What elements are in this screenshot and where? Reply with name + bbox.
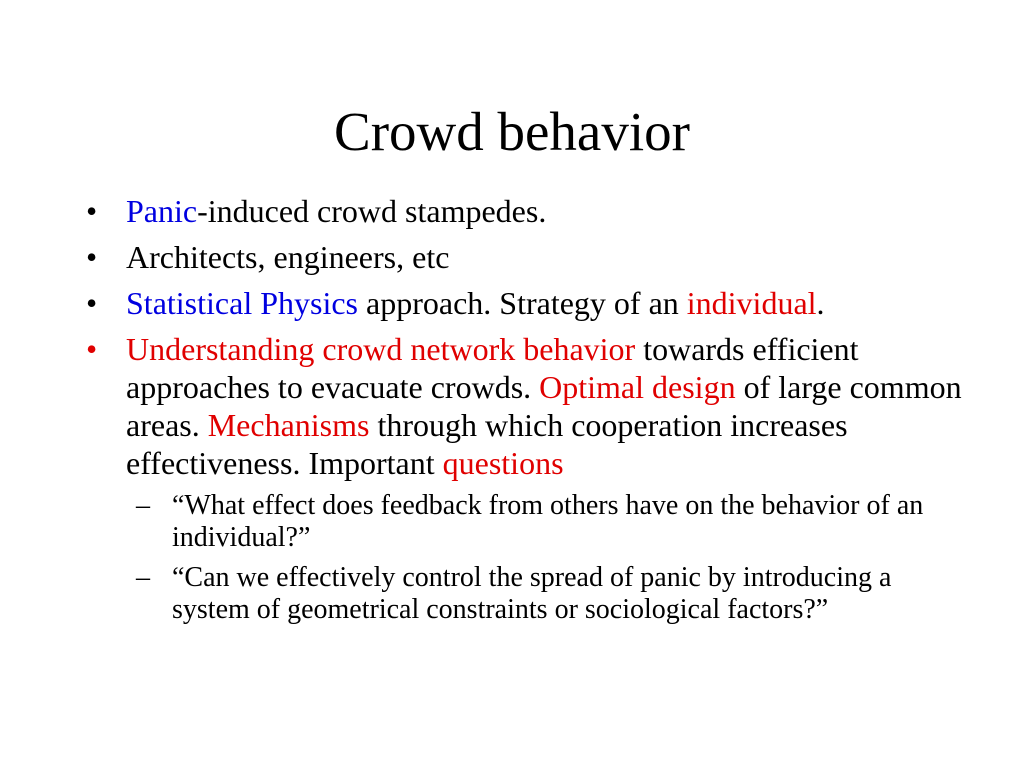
bullet-text: of large common areas.: [126, 369, 962, 443]
bullet-item-panic: [86, 192, 966, 230]
slide-title: Crowd behavior: [334, 101, 690, 162]
bullet-text: through which cooperation increases effectiveness. Important: [126, 407, 848, 481]
bullet-text: .: [816, 285, 825, 321]
emphasis-text: questions: [442, 445, 564, 481]
slide-body: [86, 192, 966, 634]
sub-bullet-list: [126, 490, 966, 626]
bullet-item-statistical-physics: [86, 284, 966, 322]
bullet-text: towards efficient approaches to evacuate crowds.: [126, 331, 859, 405]
emphasis-text: Understanding crowd network behavior: [126, 331, 636, 367]
emphasis-text: Panic: [126, 193, 198, 229]
bullet-text: -induced crowd stampedes.: [197, 193, 547, 229]
bullet-text: approach. Strategy of an: [358, 285, 687, 321]
emphasis-text: Optimal design: [539, 369, 736, 405]
bullet-marker: •: [86, 239, 98, 275]
bullet-item-understanding: [86, 330, 966, 626]
sub-bullet-marker: –: [136, 490, 150, 521]
sub-bullet-text: “What effect does feedback from others have on the behavior of an individual?”: [172, 490, 924, 553]
emphasis-text: Statistical Physics: [126, 285, 358, 321]
bullet-marker: •: [86, 331, 98, 367]
sub-bullet-text: “Can we effectively control the spread of panic by introducing a system of geometrical constraints or sociological factors?”: [172, 562, 892, 625]
emphasis-text: Mechanisms: [207, 407, 370, 443]
bullet-item-architects: [86, 238, 966, 276]
bullet-marker: •: [86, 193, 98, 229]
bullet-list: [86, 192, 966, 626]
sub-bullet-item-control: [126, 562, 966, 626]
bullet-marker: •: [86, 285, 98, 321]
emphasis-text: individual: [686, 285, 817, 321]
sub-bullet-item-feedback: [126, 490, 966, 554]
sub-bullet-marker: –: [136, 562, 150, 593]
bullet-text: Architects, engineers, etc: [126, 239, 450, 275]
